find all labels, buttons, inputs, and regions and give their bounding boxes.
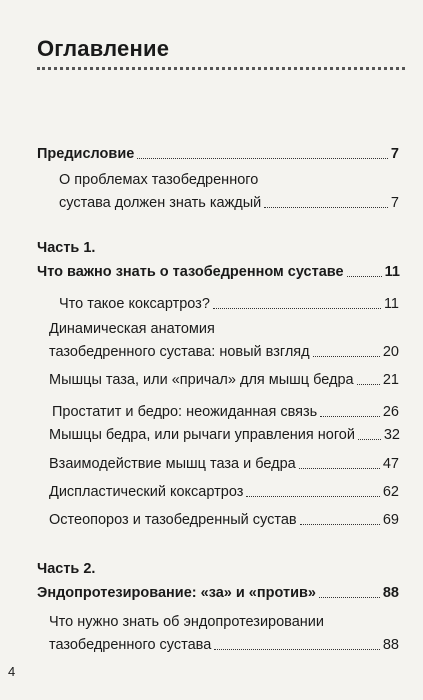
entry-title-line: сустава должен знать каждый xyxy=(59,195,262,211)
entry-title: Эндопротезирование: «за» и «против» xyxy=(37,585,316,601)
entry-page: 11 xyxy=(383,296,399,312)
toc-entry xyxy=(49,370,399,390)
toc-entry xyxy=(49,510,399,530)
leader-dots xyxy=(246,496,379,497)
leader-dots xyxy=(319,597,380,598)
part2-label: Часть 2. xyxy=(37,561,96,577)
leader-dots xyxy=(264,207,388,208)
toc-entry xyxy=(49,454,399,474)
toc-entry xyxy=(52,402,399,422)
entry-page: 47 xyxy=(382,456,399,472)
entry-title: Простатит и бедро: неожиданная связь xyxy=(52,404,318,420)
page-number: 4 xyxy=(8,664,16,679)
entry-title: Взаимодействие мышц таза и бедра xyxy=(49,456,296,472)
leader-dots xyxy=(213,308,381,309)
leader-dots xyxy=(357,384,380,385)
toc-entry xyxy=(49,425,400,445)
toc-entry xyxy=(49,612,399,655)
entry-page: 7 xyxy=(390,195,399,211)
leader-dots xyxy=(214,649,380,650)
part1-label: Часть 1. xyxy=(37,240,96,256)
entry-page: 20 xyxy=(382,344,399,360)
entry-page: 11 xyxy=(384,264,400,280)
toc-entry-preface xyxy=(37,144,399,164)
entry-page: 32 xyxy=(383,427,400,443)
entry-title-line: тазобедренного сустава: новый взгляд xyxy=(49,344,310,360)
title-dotted-rule xyxy=(37,67,405,70)
toc-entry-part1 xyxy=(37,262,400,282)
entry-title: Диспластический коксартроз xyxy=(49,484,244,500)
toc-entry-preface-sub xyxy=(59,170,399,213)
toc-entry-part2 xyxy=(37,583,399,603)
leader-dots xyxy=(358,439,381,440)
entry-page: 21 xyxy=(382,372,399,388)
entry-page: 62 xyxy=(382,484,399,500)
toc-entry xyxy=(49,482,399,502)
entry-title: Остеопороз и тазобедренный сустав xyxy=(49,512,297,528)
leader-dots xyxy=(347,276,382,277)
leader-dots xyxy=(300,524,380,525)
leader-dots xyxy=(320,416,380,417)
entry-title-line: О проблемах тазобедренного xyxy=(59,172,259,188)
entry-title: Что такое коксартроз? xyxy=(59,296,210,312)
entry-page: 7 xyxy=(390,146,399,162)
leader-dots xyxy=(137,158,388,159)
leader-dots xyxy=(299,468,380,469)
toc-entry xyxy=(59,294,399,314)
entry-title-line: Динамическая анатомия xyxy=(49,321,215,337)
entry-title: Мышцы бедра, или рычаги управления ногой xyxy=(49,427,355,443)
leader-dots xyxy=(313,356,380,357)
entry-title: Мышцы таза, или «причал» для мышц бедра xyxy=(49,372,354,388)
entry-title: Предисловие xyxy=(37,146,135,162)
entry-page: 69 xyxy=(382,512,399,528)
entry-title-line: тазобедренного сустава xyxy=(49,637,212,653)
entry-title-line: Что нужно знать об эндопротезировании xyxy=(49,614,324,630)
entry-page: 88 xyxy=(382,585,399,601)
entry-page: 88 xyxy=(382,637,399,653)
toc-title: Оглавление xyxy=(37,36,170,61)
entry-page: 26 xyxy=(382,404,399,420)
toc-entry xyxy=(49,319,399,362)
entry-title: Что важно знать о тазобедренном суставе xyxy=(37,264,344,280)
